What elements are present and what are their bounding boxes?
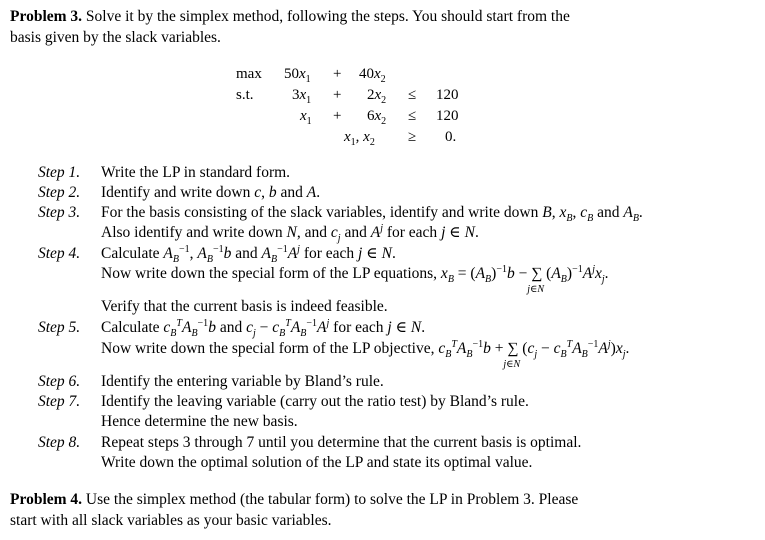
step-5-text: Calculate $c_B^TA_B^{-1}b$ and $c_j - c_B^TA_B^{-1}A^j$ for each j ∈ N. bbox=[101, 317, 426, 340]
step-3-label: Step 3. bbox=[38, 204, 81, 221]
step-2-text: Identify and write down c, b and A. bbox=[101, 184, 321, 201]
obj-term-2: $40x_2$ bbox=[359, 66, 386, 85]
problem4-line1 bbox=[10, 490, 578, 510]
problem3-line1 bbox=[10, 7, 570, 27]
max-label: max bbox=[236, 66, 262, 82]
step-5-cont: Now write down the special form of the LP objective, $c_B^TA_B^{-1}b$ + ∑ j∈N $(c_j - c_B^TA_B^{-1}A^j)x_j$. bbox=[101, 338, 630, 370]
step-4-label: Step 4. bbox=[38, 245, 81, 262]
c1-rhs: 120 bbox=[436, 87, 459, 103]
step-3-cont: Also identify and write down N, and $c_j$ and $A^j$ for each j ∈ N. bbox=[101, 222, 479, 245]
c1-term-2: $2x_2$ bbox=[367, 87, 387, 106]
step-2-label: Step 2. bbox=[38, 184, 81, 201]
c1-term-1: $3x_1$ bbox=[292, 87, 312, 106]
obj-term-1: $50x_1$ bbox=[284, 66, 311, 85]
step-8-cont: Write down the optimal solution of the LP and state its optimal value. bbox=[101, 454, 533, 471]
step-4-cont2: Verify that the current basis is indeed feasible. bbox=[101, 298, 388, 315]
obj-plus: + bbox=[333, 66, 342, 82]
step-7-cont: Hence determine the new basis. bbox=[101, 413, 298, 430]
step-7-label: Step 7. bbox=[38, 393, 81, 410]
step-8-label: Step 8. bbox=[38, 434, 81, 451]
problem4-heading: Problem 4. bbox=[10, 491, 83, 508]
step-7-text: Identify the leaving variable (carry out the ratio test) by Bland’s rule. bbox=[101, 393, 529, 410]
step-4-cont: Now write down the special form of the LP equations, $x_B = (A_B)^{-1}b$ − ∑ j∈N $(A_B)^{-1}A^jx_j$. bbox=[101, 263, 609, 295]
step-6-text: Identify the entering variable by Bland’s rule. bbox=[101, 373, 384, 390]
problem3-intro-2: basis given by the slack variables. bbox=[10, 29, 221, 46]
c1-plus: + bbox=[333, 87, 342, 103]
problem4-text-2: start with all slack variables as your basic variables. bbox=[10, 512, 332, 529]
c3-rhs: 0. bbox=[445, 129, 457, 145]
step-8-text: Repeat steps 3 through 7 until you determine that the current basis is optimal. bbox=[101, 434, 582, 451]
step-6-label: Step 6. bbox=[38, 373, 81, 390]
step-1-text: Write the LP in standard form. bbox=[101, 164, 291, 181]
problem4-text-1: Use the simplex method (the tabular form) to solve the LP in Problem 3. Please bbox=[85, 491, 579, 508]
problem3-heading: Problem 3. bbox=[10, 8, 83, 25]
problem3-intro-1: Solve it by the simplex method, following the steps. You should start from the bbox=[85, 8, 570, 25]
c3-geq: ≥ bbox=[408, 129, 417, 145]
c2-leq: ≤ bbox=[408, 108, 417, 124]
c1-leq: ≤ bbox=[408, 87, 417, 103]
step-4-text: Calculate $A_B^{-1}$, $A_B^{-1}b$ and $A_B^{-1}A^j$ for each j ∈ N. bbox=[101, 243, 396, 266]
c2-rhs: 120 bbox=[436, 108, 459, 124]
c3-vars: $x_1$, $x_2$ bbox=[344, 129, 375, 148]
c2-term-1: $x_1$ bbox=[300, 108, 312, 127]
st-label: s.t. bbox=[236, 87, 254, 103]
c2-term-2: $6x_2$ bbox=[367, 108, 387, 127]
c2-plus: + bbox=[333, 108, 342, 124]
step-1-label: Step 1. bbox=[38, 164, 81, 181]
step-3-text: For the basis consisting of the slack variables, identify and write down B, $x_B$, $c_B$ and $A_B$. bbox=[101, 204, 643, 225]
step-5-label: Step 5. bbox=[38, 319, 81, 336]
